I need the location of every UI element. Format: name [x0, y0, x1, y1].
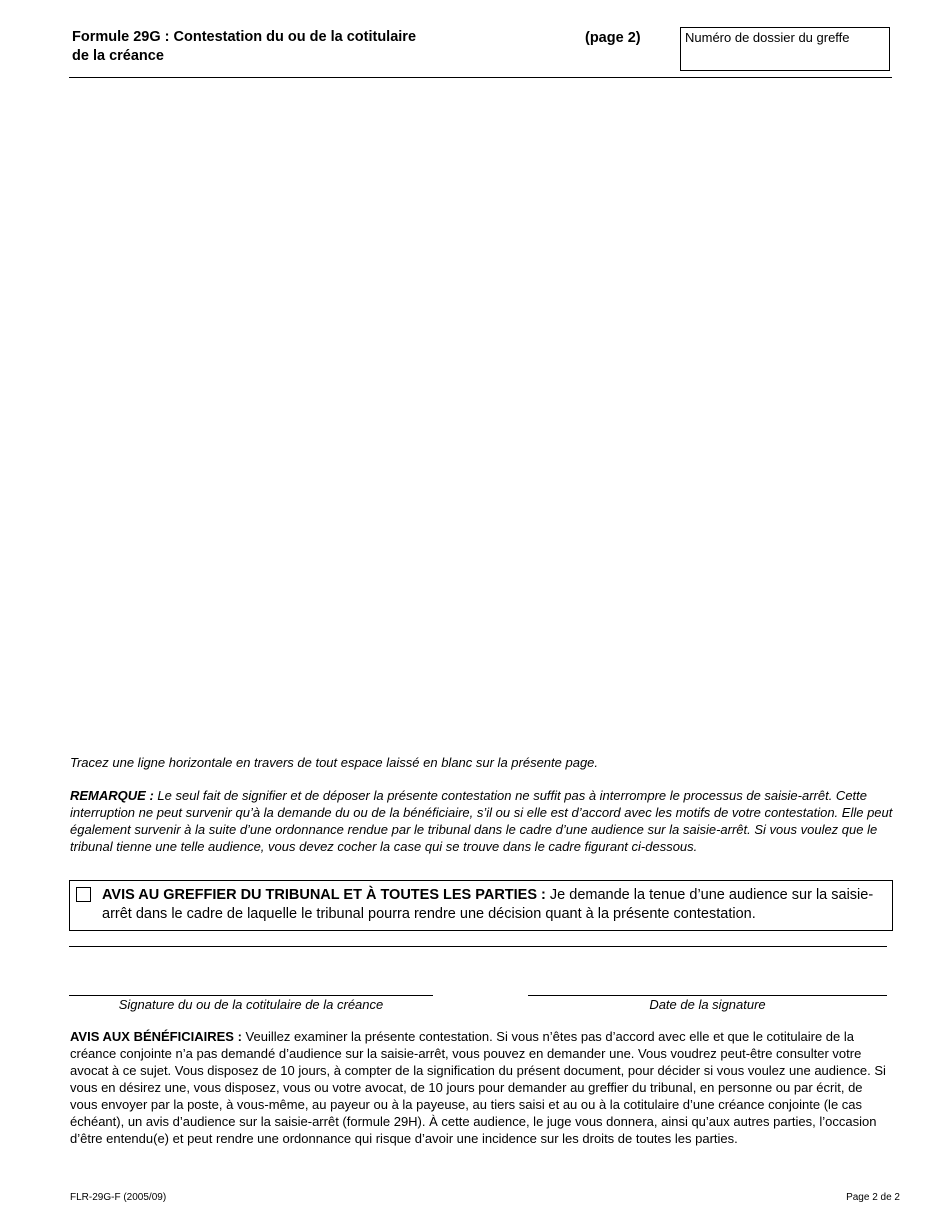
form-title: Formule 29G : Contestation du ou de la cotitulaire de la créance — [72, 29, 417, 64]
court-file-number-label: Numéro de dossier du greffe — [685, 30, 850, 45]
date-label: Date de la signature — [649, 997, 766, 1012]
signature-label: Signature du ou de la cotitulaire de la créance — [118, 997, 384, 1012]
blank-space-instruction: Tracez une ligne horizontale en travers de tout espace laissé en blanc sur la présente page. — [70, 755, 599, 770]
form-code: FLR-29G-F (2005/09) — [70, 1192, 167, 1203]
date-line[interactable] — [528, 995, 887, 996]
page-number: Page 2 de 2 — [846, 1192, 900, 1203]
beneficiaries-notice-label: AVIS AUX BÉNÉFICIAIRES : — [70, 1029, 242, 1044]
header-divider — [69, 77, 892, 78]
hearing-request-box — [69, 880, 893, 931]
hearing-request-label: AVIS AU GREFFIER DU TRIBUNAL ET À TOUTES LES PARTIES : — [102, 887, 546, 903]
court-file-number-field[interactable] — [680, 27, 890, 71]
hearing-request-checkbox[interactable] — [76, 887, 91, 902]
note-text: Le seul fait de signifier et de déposer la présente contestation ne suffit pas à interrompre le processus de saisie-arrêt. Cette interruption ne peut survenir qu’à la demande du ou de la bénéficiaire, s’il ou si elle est d’accord avec les motifs de votre contestation. Elle peut également survenir à la suite d’une ordonnance rendue par le tribunal dans le cadre d’une audience sur la saisie-arrêt. Si vous voulez que le tribunal tienne une telle audience, vous devez cocher la case qui se trouve dans le cadre figurant ci-dessous. — [70, 788, 893, 854]
beneficiaries-notice-text: Veuillez examiner la présente contestation. Si vous n’êtes pas d’accord avec elle et que le cotitulaire de la créance conjointe n’a pas demandé d’audience sur la saisie-arrêt, vous pouvez en demander une. Vous voudrez peut-être consulter votre avocat à ce sujet. Vous disposez de 10 jours, à compter de la signification du présent document, pour décider si vous voulez une audience. Si vous en désirez une, vous disposez, vous ou votre avocat, de 10 jours pour demander au greffier du tribunal, en personne ou par écrit, de vous envoyer par la poste, à vous-même, au payeur ou à la payeuse, au tiers saisi et au ou à la cotitulaire d’une créance conjointe (le cas échéant), un avis d’audience sur la saisie-arrêt (formule 29H). À cette audience, le juge vous donnera, ainsi qu’aux autres parties, l’occasion d’être entendu(e) et peut rendre une ordonnance qui risque d’avoir une incidence sur les droits de toutes les parties. — [70, 1029, 886, 1146]
page-label: (page 2) — [585, 30, 641, 46]
note-label: REMARQUE : — [70, 788, 154, 803]
note-paragraph — [70, 787, 895, 855]
hearing-request-notice — [102, 886, 882, 924]
signature-line[interactable] — [69, 995, 433, 996]
blank-space-line — [69, 946, 887, 947]
hearing-request-text: Je demande la tenue d’une audience sur la saisie-arrêt dans le cadre de laquelle le tribunal pourra rendre une décision quant à la présente contestation. — [102, 887, 874, 922]
beneficiaries-notice — [70, 1028, 890, 1147]
